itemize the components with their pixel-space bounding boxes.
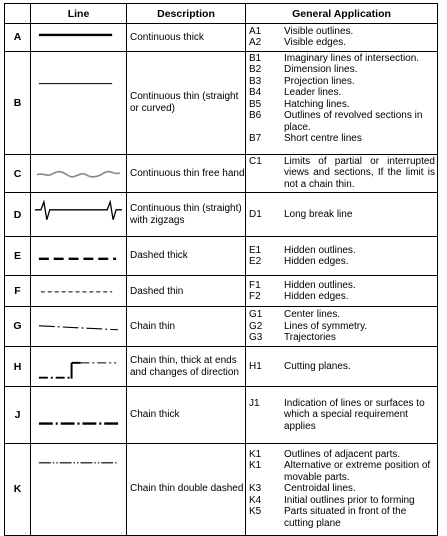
row-code: C xyxy=(5,154,31,193)
continuous-thick-line-icon xyxy=(31,24,127,52)
application-item xyxy=(249,309,435,321)
row-description: Chain thick xyxy=(127,387,246,443)
row-code: A xyxy=(5,24,31,52)
application-key: B1 xyxy=(249,52,262,64)
application-key: B2 xyxy=(249,64,262,76)
application-key: K1 xyxy=(249,460,262,472)
row-applications xyxy=(246,154,438,193)
row-description: Continuous thin (straight or curved) xyxy=(127,51,246,154)
application-key: K3 xyxy=(249,483,262,495)
application-text: Centroidal lines. xyxy=(284,483,356,495)
row-code: E xyxy=(5,236,31,276)
table-row xyxy=(5,307,438,347)
table-row xyxy=(5,387,438,443)
application-key: E1 xyxy=(249,244,262,256)
table-row xyxy=(5,443,438,535)
line-types-table xyxy=(4,3,438,536)
application-item xyxy=(249,99,435,111)
application-key: D1 xyxy=(249,208,262,220)
row-applications xyxy=(246,307,438,347)
application-item xyxy=(249,64,435,76)
application-key: J1 xyxy=(249,397,260,409)
chain-thick-line-icon xyxy=(31,387,127,443)
application-key: E2 xyxy=(249,256,262,268)
application-text: Hidden outlines. xyxy=(284,244,356,256)
application-key: F1 xyxy=(249,279,261,291)
application-text: Hidden edges. xyxy=(284,256,349,268)
header-general-application: General Application xyxy=(246,4,438,24)
table-row xyxy=(5,236,438,276)
application-item xyxy=(249,256,435,268)
application-key: K5 xyxy=(249,506,262,518)
row-code: F xyxy=(5,276,31,307)
dashed-thick-line-icon xyxy=(31,236,127,276)
header-row xyxy=(5,4,438,24)
application-key: A2 xyxy=(249,37,262,49)
header-line: Line xyxy=(31,4,127,24)
application-text: Visible edges. xyxy=(284,37,347,49)
application-key: H1 xyxy=(249,360,262,372)
application-text: Outlines of adjacent parts. xyxy=(284,448,401,460)
freehand-line-icon xyxy=(31,154,127,193)
application-text: Hidden edges. xyxy=(284,291,349,303)
chain-thin-thick-ends-line-icon xyxy=(31,346,127,387)
application-item xyxy=(249,110,435,133)
application-text: Long break line xyxy=(284,208,353,220)
row-code: D xyxy=(5,193,31,237)
application-key: B4 xyxy=(249,87,262,99)
row-description: Continuous thin free hand xyxy=(127,154,246,193)
application-key: B3 xyxy=(249,75,262,87)
dashed-thin-line-icon xyxy=(31,276,127,307)
application-text: Hatching lines. xyxy=(284,98,350,110)
application-item xyxy=(249,280,435,292)
row-description: Continuous thick xyxy=(127,24,246,52)
row-description: Dashed thin xyxy=(127,276,246,307)
chain-thin-double-dashed-line-icon xyxy=(31,443,127,535)
row-applications xyxy=(246,443,438,535)
application-item xyxy=(249,245,435,257)
application-item xyxy=(249,209,435,221)
header-description: Description xyxy=(127,4,246,24)
application-text: Visible outlines. xyxy=(284,25,354,37)
application-key: B5 xyxy=(249,98,262,110)
row-code: J xyxy=(5,387,31,443)
row-code: H xyxy=(5,346,31,387)
application-text: Alternative or extreme position of movable parts. xyxy=(284,460,431,483)
application-item xyxy=(249,37,435,49)
table-row xyxy=(5,24,438,52)
application-key: F2 xyxy=(249,291,261,303)
application-key: C1 xyxy=(249,155,262,167)
row-applications xyxy=(246,24,438,52)
row-description: Chain thin, thick at ends and changes of direction xyxy=(127,346,246,387)
application-text: Projection lines. xyxy=(284,75,355,87)
application-item xyxy=(249,156,435,191)
application-text: Limits of partial or interrupted views and sections, If the limit is not a chain thin. xyxy=(284,155,435,190)
continuous-thin-line-icon xyxy=(31,51,127,154)
application-item xyxy=(249,87,435,99)
row-description: Chain thin xyxy=(127,307,246,347)
chain-thin-line-icon xyxy=(31,307,127,347)
application-text: Center lines. xyxy=(284,309,341,321)
application-item xyxy=(249,495,435,507)
row-applications xyxy=(246,276,438,307)
table-row xyxy=(5,51,438,154)
application-text: Dimension lines. xyxy=(284,64,358,76)
application-item xyxy=(249,332,435,344)
row-description: Chain thin double dashed xyxy=(127,443,246,535)
application-item xyxy=(249,483,435,495)
application-text: Leader lines. xyxy=(284,87,342,99)
application-key: B6 xyxy=(249,110,262,122)
row-code: B xyxy=(5,51,31,154)
row-applications xyxy=(246,346,438,387)
application-item xyxy=(249,76,435,88)
zigzag-line-icon xyxy=(31,193,127,237)
table-row xyxy=(5,193,438,237)
row-applications xyxy=(246,51,438,154)
application-key: K4 xyxy=(249,494,262,506)
table-row xyxy=(5,154,438,193)
header-code xyxy=(5,4,31,24)
application-item xyxy=(249,506,435,529)
application-text: Imaginary lines of intersection. xyxy=(284,52,420,64)
application-key: G1 xyxy=(249,309,263,321)
application-item xyxy=(249,398,435,433)
application-text: Outlines of revolved sections in place. xyxy=(284,110,423,133)
application-key: G2 xyxy=(249,320,263,332)
application-item xyxy=(249,460,435,483)
application-item xyxy=(249,321,435,333)
application-item xyxy=(249,361,435,373)
row-applications xyxy=(246,193,438,237)
application-text: Short centre lines xyxy=(284,133,362,145)
application-text: Parts situated in front of the cutting plane xyxy=(284,506,407,529)
row-description: Dashed thick xyxy=(127,236,246,276)
application-item xyxy=(249,291,435,303)
application-text: Trajectories xyxy=(284,332,336,344)
application-key: K1 xyxy=(249,448,262,460)
application-text: Initial outlines prior to forming xyxy=(284,494,415,506)
application-text: Indication of lines or surfaces to which a special requirement applies xyxy=(284,397,425,432)
row-code: K xyxy=(5,443,31,535)
row-applications xyxy=(246,387,438,443)
table-row xyxy=(5,346,438,387)
application-key: G3 xyxy=(249,332,263,344)
row-applications xyxy=(246,236,438,276)
table-row xyxy=(5,276,438,307)
application-item xyxy=(249,53,435,65)
application-text: Cutting planes. xyxy=(284,360,351,372)
row-description: Continuous thin (straight) with zigzags xyxy=(127,193,246,237)
application-key: A1 xyxy=(249,25,262,37)
application-key: B7 xyxy=(249,133,262,145)
row-code: G xyxy=(5,307,31,347)
application-item xyxy=(249,133,435,145)
application-item xyxy=(249,26,435,38)
application-item xyxy=(249,449,435,461)
application-text: Lines of symmetry. xyxy=(284,320,368,332)
application-text: Hidden outlines. xyxy=(284,279,356,291)
